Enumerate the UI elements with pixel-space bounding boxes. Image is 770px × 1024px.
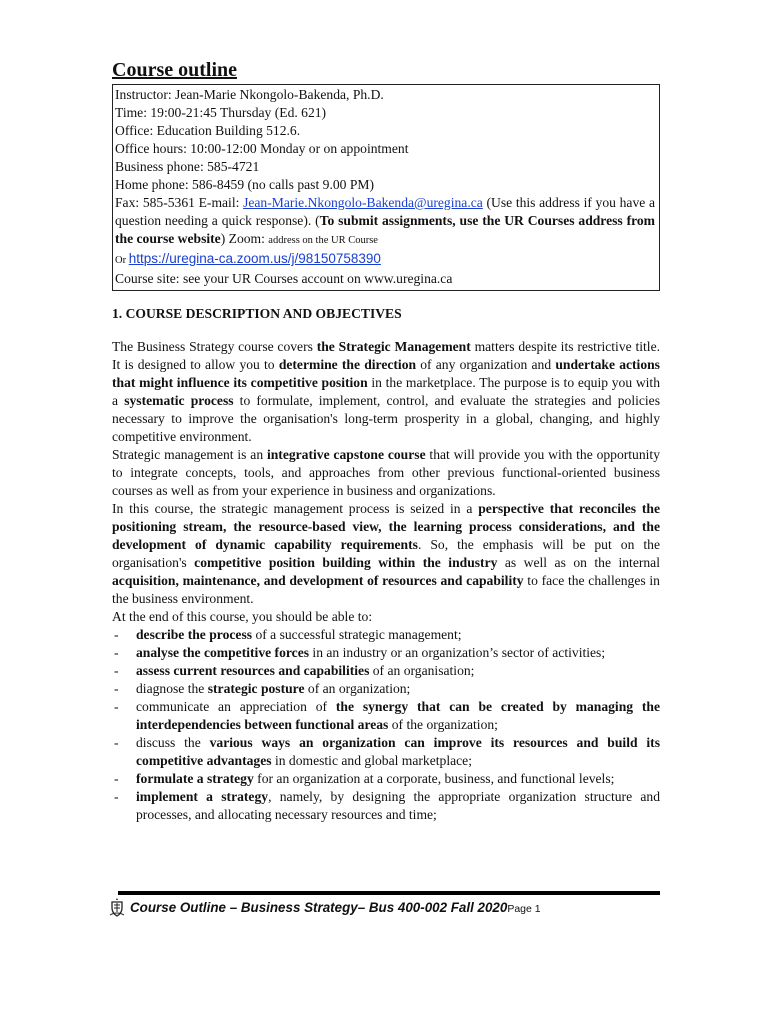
list-item xyxy=(112,644,660,662)
zoom-link[interactable]: https://uregina-ca.zoom.us/j/98150758390 xyxy=(128,251,381,266)
text-run: In this course, the strategic management process is seized in a xyxy=(112,501,479,516)
text-run: of an organisation; xyxy=(369,663,475,678)
paragraph-intro xyxy=(112,338,660,446)
dash-bullet: - xyxy=(114,663,119,678)
text-run: . So, the emphasis will be put on the organisation's xyxy=(112,537,660,570)
email-link[interactable]: Jean-Marie.Nkongolo-Bakenda@uregina.ca xyxy=(243,195,483,210)
zoom-line xyxy=(115,250,655,270)
paragraph-process xyxy=(112,500,660,608)
text-run: matters despite its restrictive title. It is designed to allow you to xyxy=(112,339,660,372)
list-item xyxy=(112,734,660,770)
bold-run: competitive position building within the industry xyxy=(194,555,498,570)
text-run: The Business Strategy course covers xyxy=(112,339,317,354)
bold-run: strategic posture xyxy=(207,681,305,696)
instructor-line: Instructor: Jean-Marie Nkongolo-Bakenda, Ph.D. xyxy=(115,87,384,102)
list-item xyxy=(112,788,660,824)
university-crest-icon xyxy=(108,897,126,917)
text-run: in an industry or an organization’s sector of activities; xyxy=(309,645,606,660)
home-phone-line: Home phone: 586-8459 (no calls past 9.00 PM) xyxy=(115,177,375,192)
objectives-list xyxy=(112,626,660,824)
bold-run: systematic process xyxy=(124,393,234,408)
dash-bullet: - xyxy=(114,735,119,750)
text-run: that will provide you with the opportunity to integrate concepts, tools, and approaches from other previous functional-oriented business courses as well as from your experience in business and organizations. xyxy=(112,447,660,498)
office-line: Office: Education Building 512.6. xyxy=(115,123,301,138)
text-run: to face the challenges in the business environment. xyxy=(112,573,660,606)
text-run: communicate an appreciation of xyxy=(136,699,336,714)
paragraph-objectives-intro: At the end of this course, you should be able to: xyxy=(112,609,373,624)
email-note: (Use this address if you have a question needing a quick response). ( xyxy=(115,195,655,228)
section-body xyxy=(112,338,660,824)
list-item xyxy=(112,662,660,680)
text-run: diagnose the xyxy=(136,681,208,696)
business-phone-line: Business phone: 585-4721 xyxy=(115,159,260,174)
bold-run: implement a strategy xyxy=(136,789,269,804)
document-page xyxy=(112,58,660,824)
bold-run: formulate a strategy xyxy=(136,771,254,786)
text-run: discuss the xyxy=(136,735,210,750)
course-site-line: Course site: see your UR Courses account on www.uregina.ca xyxy=(115,271,453,286)
bold-run: the synergy that can be created by managing the interdependencies between functional areas xyxy=(136,699,661,732)
submit-note: To submit assignments, use the UR Courses address from the course website xyxy=(115,213,656,246)
bold-run: the Strategic Management xyxy=(316,339,471,354)
list-item xyxy=(112,698,660,734)
dash-bullet: - xyxy=(114,645,119,660)
list-item xyxy=(112,626,660,644)
dash-bullet: - xyxy=(114,771,119,786)
text-run: of an organization; xyxy=(304,681,411,696)
text-run: in the marketplace. The purpose is to equip you with a xyxy=(112,375,660,408)
course-info-box xyxy=(112,84,660,291)
bold-run: various ways an organization can improve its resources and build its competitive advantages xyxy=(136,735,660,768)
section-heading: 1. COURSE DESCRIPTION AND OBJECTIVES xyxy=(112,306,402,321)
bold-run: describe the process xyxy=(136,627,253,642)
page-number: Page 1 xyxy=(507,903,541,915)
bold-run: assess current resources and capabilities xyxy=(136,663,370,678)
bold-run: perspective that reconciles the positioning stream, the resource-based view, the learning process considerations, and the development of dynamic capability requirements xyxy=(112,501,661,552)
text-run: of the organization; xyxy=(388,717,498,732)
contact-paragraph xyxy=(115,194,655,250)
list-item xyxy=(112,680,660,698)
text-run: in domestic and global marketplace; xyxy=(271,753,472,768)
bold-run: analyse the competitive forces xyxy=(136,645,310,660)
dash-bullet: - xyxy=(114,627,119,642)
bold-run: acquisition, maintenance, and development of resources and capability xyxy=(112,573,524,588)
page-footer xyxy=(108,897,668,921)
text-run: as well as on the internal xyxy=(497,555,660,570)
text-run: for an organization at a corporate, business, and functional levels; xyxy=(253,771,615,786)
bold-run: determine the direction xyxy=(278,357,417,372)
zoom-prefix: ) Zoom: xyxy=(220,231,269,246)
or-label: Or xyxy=(115,255,129,266)
zoom-note: address on the UR Course xyxy=(268,235,378,246)
text-run: Strategic management is an xyxy=(112,447,267,462)
dash-bullet: - xyxy=(114,681,119,696)
dash-bullet: - xyxy=(114,699,119,714)
list-item xyxy=(112,770,660,788)
time-line: Time: 19:00-21:45 Thursday (Ed. 621) xyxy=(115,105,327,120)
footer-text xyxy=(130,900,541,915)
office-hours-line: Office hours: 10:00-12:00 Monday or on appointment xyxy=(115,141,409,156)
text-run: of a successful strategic management; xyxy=(252,627,462,642)
text-run: of any organization and xyxy=(416,357,556,372)
footer-divider xyxy=(118,891,660,895)
bold-run: undertake actions that might influence its competitive position xyxy=(112,357,660,390)
text-run: to formulate, implement, control, and evaluate the strategies and policies necessary to improve the organisation's long-term prosperity in a global, changing, and highly competitive environment. xyxy=(112,393,661,444)
footer-title: Course Outline – Business Strategy– Bus 400-002 Fall 2020 xyxy=(130,900,508,915)
bold-run: integrative capstone course xyxy=(266,447,426,462)
text-run: , namely, by designing the appropriate organization structure and processes, and allocating necessary resources and time; xyxy=(136,789,661,822)
paragraph-capstone xyxy=(112,446,660,500)
dash-bullet: - xyxy=(114,789,119,804)
page-title: Course outline xyxy=(112,59,237,81)
fax-text: Fax: 585-5361 E-mail: xyxy=(115,195,244,210)
